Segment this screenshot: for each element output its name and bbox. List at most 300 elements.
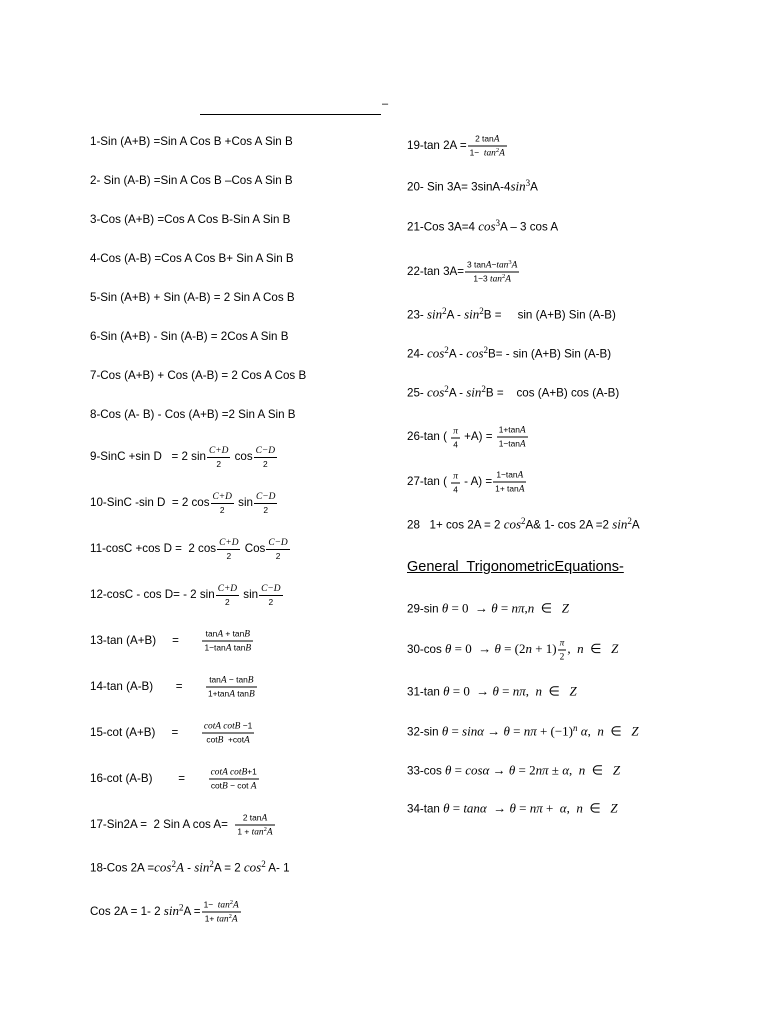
title-dash: – xyxy=(382,98,389,110)
equation-row xyxy=(407,638,618,663)
denominator xyxy=(254,504,277,515)
math-italic: A xyxy=(485,260,492,271)
formula-row xyxy=(90,583,284,607)
math-symbol: = xyxy=(515,800,530,816)
numerator xyxy=(259,583,282,596)
formula-text: − xyxy=(491,259,497,270)
formula-text: Cos xyxy=(241,542,266,556)
math-symbol: ∈ xyxy=(585,762,613,778)
math-italic: tan xyxy=(489,274,502,285)
denominator xyxy=(266,550,289,561)
math-italic: cosα xyxy=(465,762,490,778)
math-italic: C−D xyxy=(255,492,276,502)
math-italic: n xyxy=(597,723,604,739)
math-italic: Z xyxy=(561,600,569,616)
math-italic: A xyxy=(505,274,511,285)
numerator xyxy=(207,445,230,458)
denominator xyxy=(217,550,240,561)
formula-text: 1 + xyxy=(237,826,252,837)
math-italic: C+D xyxy=(212,492,232,502)
fraction xyxy=(254,491,277,515)
math-italic: C−D xyxy=(261,584,281,594)
superscript: n xyxy=(572,722,578,733)
fraction xyxy=(211,491,234,515)
formula-row xyxy=(90,174,293,188)
numerator xyxy=(558,638,567,651)
formula-text: 31-tan xyxy=(407,685,444,699)
denominator xyxy=(209,780,259,792)
math-italic: π xyxy=(453,426,458,436)
fraction xyxy=(206,675,257,700)
math-italic: α xyxy=(562,762,570,778)
formula-text: 1+ xyxy=(204,913,217,924)
formula-row xyxy=(90,537,291,561)
math-symbol: + xyxy=(542,800,560,816)
superscript: 2 xyxy=(209,858,214,869)
formula-text: 32-sin xyxy=(407,725,442,739)
formula-row xyxy=(407,217,559,235)
numerator xyxy=(468,134,507,147)
numerator xyxy=(211,491,234,504)
math-symbol: , xyxy=(525,683,536,699)
math-italic: n xyxy=(527,600,535,616)
superscript: 2 xyxy=(444,344,449,355)
superscript: 2 xyxy=(229,899,234,907)
math-italic: tan xyxy=(483,148,496,159)
math-symbol: = (2 xyxy=(500,641,526,657)
math-italic: A xyxy=(175,859,184,875)
formula-text: A- 1 xyxy=(265,861,290,875)
math-italic: B xyxy=(222,781,228,792)
formula-text: 2 xyxy=(216,459,222,469)
math-italic: θ xyxy=(508,762,516,778)
math-italic: tan xyxy=(496,260,509,271)
formula-text: − cot xyxy=(227,780,251,791)
superscript: 3 xyxy=(495,217,501,228)
math-italic: cos xyxy=(154,859,172,875)
formula-row xyxy=(90,721,255,746)
numerator xyxy=(217,537,240,550)
math-italic: π xyxy=(559,638,565,649)
superscript: 3 xyxy=(525,177,531,188)
formula-text: B= - sin (A+B) Sin (A-B) xyxy=(488,347,612,361)
math-italic: Z xyxy=(611,641,619,657)
numerator xyxy=(451,470,460,483)
math-italic: n xyxy=(576,800,583,816)
math-italic: B xyxy=(247,675,254,686)
math-italic: nπ xyxy=(512,683,526,699)
formula-text: 1+ tan xyxy=(495,483,519,494)
math-italic: π xyxy=(453,471,458,481)
equation-row xyxy=(407,685,577,700)
math-italic: A xyxy=(499,148,505,159)
section-heading: General TrigonometricEquations- xyxy=(407,559,624,575)
formula-text: A = 2 xyxy=(213,861,244,875)
math-italic: sinα xyxy=(462,723,484,739)
fraction xyxy=(468,134,507,159)
math-italic: A xyxy=(493,134,500,145)
math-symbol: → xyxy=(489,762,509,778)
fraction xyxy=(202,900,241,925)
formula-row xyxy=(90,252,294,266)
math-italic: A xyxy=(519,439,526,450)
math-italic: Z xyxy=(612,762,621,778)
math-italic: A xyxy=(250,781,257,792)
formula-row xyxy=(407,134,508,159)
formula-text: 2 xyxy=(226,551,232,561)
formula-text: 2 tan xyxy=(475,133,494,144)
math-italic: α xyxy=(580,723,588,739)
math-italic: A xyxy=(233,900,239,911)
math-symbol: → xyxy=(484,723,504,739)
fraction xyxy=(235,813,274,838)
formula-text: cos xyxy=(231,450,253,464)
formula-text: sin xyxy=(240,588,259,602)
formula-text: B = sin (A+B) Sin (A-B) xyxy=(483,308,616,322)
superscript: 2 xyxy=(627,515,632,526)
denominator xyxy=(211,504,234,515)
math-symbol: → xyxy=(486,800,510,816)
math-italic: cos xyxy=(426,345,445,361)
formula-text: 22-tan 3A= xyxy=(407,265,465,279)
denominator xyxy=(451,483,460,494)
math-italic: A xyxy=(231,914,238,925)
math-italic: n xyxy=(578,762,586,778)
formula-text: B = cos (A+B) cos (A-B) xyxy=(485,386,620,400)
math-symbol: = xyxy=(449,800,464,816)
math-symbol: = xyxy=(498,683,513,699)
formula-text: 1−tan xyxy=(204,642,226,653)
equation-row xyxy=(407,802,618,817)
formula-text: 9-SinC +sin D = 2 sin xyxy=(90,450,206,464)
math-italic: nπ xyxy=(511,600,525,616)
formula-row xyxy=(90,408,296,422)
math-italic: α xyxy=(559,800,567,816)
formula-text: tan xyxy=(234,688,249,699)
fraction xyxy=(216,583,239,607)
formula-text: 4 xyxy=(453,484,458,494)
math-symbol: , xyxy=(566,800,577,816)
math-italic: cotA cotB xyxy=(210,767,248,778)
math-italic: cos xyxy=(466,345,484,361)
math-symbol: = xyxy=(451,762,466,778)
formula-row xyxy=(407,470,527,495)
superscript: 2 xyxy=(444,383,449,394)
formula-text: 7-Cos (A+B) + Cos (A-B) = 2 Cos A Cos B xyxy=(90,369,307,382)
denominator xyxy=(254,458,277,469)
formula-text: cot xyxy=(206,734,218,745)
denominator xyxy=(207,458,230,469)
math-italic: A xyxy=(229,689,235,700)
formula-text: 8-Cos (A- B) - Cos (A+B) =2 Sin A Sin B xyxy=(90,408,296,421)
numerator xyxy=(216,583,239,596)
denominator xyxy=(202,734,255,746)
denominator xyxy=(202,913,241,925)
formula-text: 13-tan (A+B) = xyxy=(90,634,202,648)
math-italic: Z xyxy=(610,800,618,816)
math-italic: θ xyxy=(441,600,449,616)
formula-text: 3-Cos (A+B) =Cos A Cos B-Sin A Sin B xyxy=(90,213,291,226)
numerator xyxy=(465,260,519,273)
math-italic: cos xyxy=(503,516,521,532)
math-symbol: = xyxy=(497,600,512,616)
math-italic: A xyxy=(517,470,524,481)
formula-text: 2 xyxy=(219,505,225,515)
formula-text: 23- xyxy=(407,308,427,322)
formula-text: 30-cos xyxy=(407,643,446,657)
math-italic: θ xyxy=(443,683,450,699)
formula-text: A - xyxy=(448,347,467,361)
fraction xyxy=(202,721,255,746)
math-italic: n xyxy=(525,641,532,657)
math-symbol: 2 xyxy=(559,652,565,663)
math-italic: Z xyxy=(569,683,577,699)
formula-text: 4-Cos (A-B) =Cos A Cos B+ Sin A Sin B xyxy=(90,252,294,265)
formula-text: 12-cosC - cos D= - 2 sin xyxy=(90,588,215,602)
formula-text: A xyxy=(530,180,538,194)
math-italic: tan xyxy=(251,827,264,838)
math-italic: B xyxy=(217,735,224,746)
formula-row xyxy=(407,515,640,533)
formula-text: 17-Sin2A = 2 Sin A cos A= xyxy=(90,818,235,832)
numerator xyxy=(202,900,241,913)
formula-text: 11-cosC +cos D = 2 cos xyxy=(90,542,217,556)
math-italic: A xyxy=(511,260,518,271)
math-italic: sin xyxy=(510,178,526,194)
formula-text: 2 xyxy=(263,459,268,469)
formula-row xyxy=(90,330,288,344)
formula-text: 1− xyxy=(203,899,218,910)
superscript: 3 xyxy=(508,259,512,267)
fraction xyxy=(497,425,528,450)
formula-text: 2 xyxy=(225,597,230,607)
formula-text: A – 3 cos A xyxy=(500,220,559,234)
formula-text: sin xyxy=(234,496,253,510)
math-symbol: , xyxy=(569,762,579,778)
denominator xyxy=(465,273,519,285)
fraction xyxy=(266,537,289,561)
formula-row xyxy=(90,213,290,227)
math-italic: A xyxy=(225,643,232,654)
formula-text: 2 xyxy=(275,551,281,561)
math-symbol: + (−1) xyxy=(536,723,573,739)
math-symbol: , xyxy=(567,641,578,657)
formula-text: - xyxy=(183,861,195,875)
superscript: 2 xyxy=(483,344,489,355)
formula-row xyxy=(90,813,276,838)
superscript: 2 xyxy=(479,305,484,316)
math-italic: nπ xyxy=(535,762,549,778)
denominator xyxy=(202,642,253,654)
math-italic: θ xyxy=(491,600,498,616)
formula-text: 21-Cos 3A=4 xyxy=(407,220,479,234)
denominator xyxy=(497,438,528,450)
numerator xyxy=(266,537,289,550)
math-symbol: = xyxy=(448,723,463,739)
formula-text: 1−tan xyxy=(498,438,520,449)
title-underline xyxy=(200,114,381,115)
formula-text: 1−3 xyxy=(473,273,490,284)
formula-text: 16-cot (A-B) = xyxy=(90,772,208,786)
formula-text: tan xyxy=(209,674,221,685)
math-symbol: ∈ xyxy=(582,800,611,816)
math-italic: sin xyxy=(612,516,628,532)
fraction xyxy=(209,767,259,792)
formula-text: cot xyxy=(210,780,222,791)
math-italic: sin xyxy=(464,306,480,322)
math-symbol: = 0 → xyxy=(449,683,493,699)
superscript: 2 xyxy=(178,902,184,913)
formula-text: 34-tan xyxy=(407,802,444,816)
superscript: 2 xyxy=(261,858,266,869)
math-italic: n xyxy=(535,683,542,699)
math-symbol: ∈ xyxy=(542,683,570,699)
math-italic: θ xyxy=(503,723,510,739)
superscript: 2 xyxy=(228,913,232,921)
math-italic: tan xyxy=(216,914,229,925)
math-symbol: ∈ xyxy=(534,600,562,616)
math-italic: C−D xyxy=(268,538,288,548)
formula-text: tan xyxy=(205,628,218,639)
numerator xyxy=(497,425,528,438)
formula-row xyxy=(90,900,242,925)
math-italic: B xyxy=(245,643,252,654)
denominator xyxy=(206,688,257,700)
equation-row xyxy=(407,602,569,617)
fraction xyxy=(259,583,282,607)
math-italic: θ xyxy=(441,723,449,739)
formula-row xyxy=(90,675,258,700)
math-symbol: = 0 → xyxy=(448,600,492,616)
formula-text: 2- Sin (A-B) =Sin A Cos B –Cos A Sin B xyxy=(90,174,293,187)
formula-text: 4 xyxy=(453,439,458,449)
fraction xyxy=(465,260,519,285)
math-italic: A xyxy=(217,629,224,640)
formula-text: 2 xyxy=(263,505,268,515)
math-italic: A xyxy=(519,425,526,436)
denominator xyxy=(493,483,526,495)
formula-text: +1 xyxy=(247,766,257,777)
formula-text: 1− xyxy=(469,147,484,158)
denominator xyxy=(259,596,282,607)
math-italic: sin xyxy=(466,384,482,400)
formula-row xyxy=(407,305,616,323)
equation-row xyxy=(407,722,639,740)
superscript: 2 xyxy=(495,147,500,155)
math-italic: A xyxy=(518,484,525,495)
formula-row xyxy=(407,383,620,401)
fraction xyxy=(254,445,277,469)
denominator xyxy=(468,147,507,159)
math-italic: θ xyxy=(445,641,452,657)
math-italic: A xyxy=(261,813,268,824)
math-italic: sin xyxy=(163,903,179,919)
formula-row xyxy=(90,629,254,654)
math-italic: Z xyxy=(631,723,639,739)
fraction xyxy=(451,425,460,449)
math-italic: C+D xyxy=(219,538,239,548)
math-italic: B xyxy=(244,629,250,640)
math-symbol: , xyxy=(524,600,528,616)
formula-text: +cot xyxy=(223,734,245,745)
math-italic: sin xyxy=(426,306,443,322)
denominator xyxy=(451,438,460,449)
formula-text: 27-tan ( xyxy=(407,475,451,489)
formula-text: - A) = xyxy=(460,475,493,489)
superscript: 2 xyxy=(481,383,486,394)
formula-text: A = xyxy=(183,905,201,919)
formula-text: +A) = xyxy=(460,430,496,444)
formula-text: 14-tan (A-B) = xyxy=(90,680,206,694)
fraction xyxy=(202,629,253,654)
math-italic: tan xyxy=(217,900,230,911)
math-symbol: ± xyxy=(548,762,563,778)
superscript: 2 xyxy=(521,515,526,526)
numerator xyxy=(254,445,277,458)
math-italic: θ xyxy=(509,800,516,816)
math-italic: sin xyxy=(194,859,210,875)
formula-text: A xyxy=(631,518,640,532)
fraction xyxy=(493,470,526,495)
math-italic: A xyxy=(266,827,273,838)
denominator xyxy=(235,826,274,838)
formula-row xyxy=(90,291,295,305)
formula-text: 2 tan xyxy=(242,812,262,823)
formula-text: A& 1- cos 2A =2 xyxy=(525,518,613,532)
formula-text: −1 xyxy=(240,720,253,731)
math-italic: θ xyxy=(445,762,452,778)
numerator xyxy=(202,721,255,734)
formula-text: 29-sin xyxy=(407,602,442,616)
formula-text: 33-cos xyxy=(407,764,446,778)
formula-text: + tan xyxy=(223,628,245,639)
formula-text: 3 tan xyxy=(467,259,486,270)
formula-row xyxy=(90,135,293,149)
denominator xyxy=(558,651,567,663)
fraction xyxy=(558,638,567,663)
formula-text: 6-Sin (A+B) - Sin (A-B) = 2Cos A Sin B xyxy=(90,330,289,343)
formula-text: 1-Sin (A+B) =Sin A Cos B +Cos A Sin B xyxy=(90,135,293,148)
formula-text: 1−tan xyxy=(496,469,518,480)
superscript: 2 xyxy=(171,858,176,869)
formula-row xyxy=(90,491,278,515)
formula-text: 25- xyxy=(407,386,427,400)
numerator xyxy=(451,425,460,438)
denominator xyxy=(216,596,239,607)
superscript: 2 xyxy=(442,305,447,316)
formula-text: 26-tan ( xyxy=(407,430,451,444)
math-italic: C+D xyxy=(209,446,229,456)
math-italic: C+D xyxy=(217,584,238,594)
math-italic: A xyxy=(244,735,250,746)
numerator xyxy=(493,470,526,483)
formula-text: tan xyxy=(231,642,246,653)
math-italic: cos xyxy=(426,384,445,400)
formula-row xyxy=(407,260,520,285)
math-italic: C−D xyxy=(255,446,276,456)
math-italic: B xyxy=(248,689,255,700)
formula-text: A - xyxy=(448,386,467,400)
formula-row xyxy=(407,177,538,195)
math-symbol: = 0 → xyxy=(451,641,495,657)
math-symbol: + 1) xyxy=(531,641,557,657)
fraction xyxy=(451,470,460,494)
formula-text: 5-Sin (A+B) + Sin (A-B) = 2 Sin A Cos B xyxy=(90,291,295,304)
numerator xyxy=(206,675,257,688)
formula-text: A - xyxy=(446,308,465,322)
formula-text: 18-Cos 2A = xyxy=(90,861,155,875)
formula-row xyxy=(90,445,278,469)
